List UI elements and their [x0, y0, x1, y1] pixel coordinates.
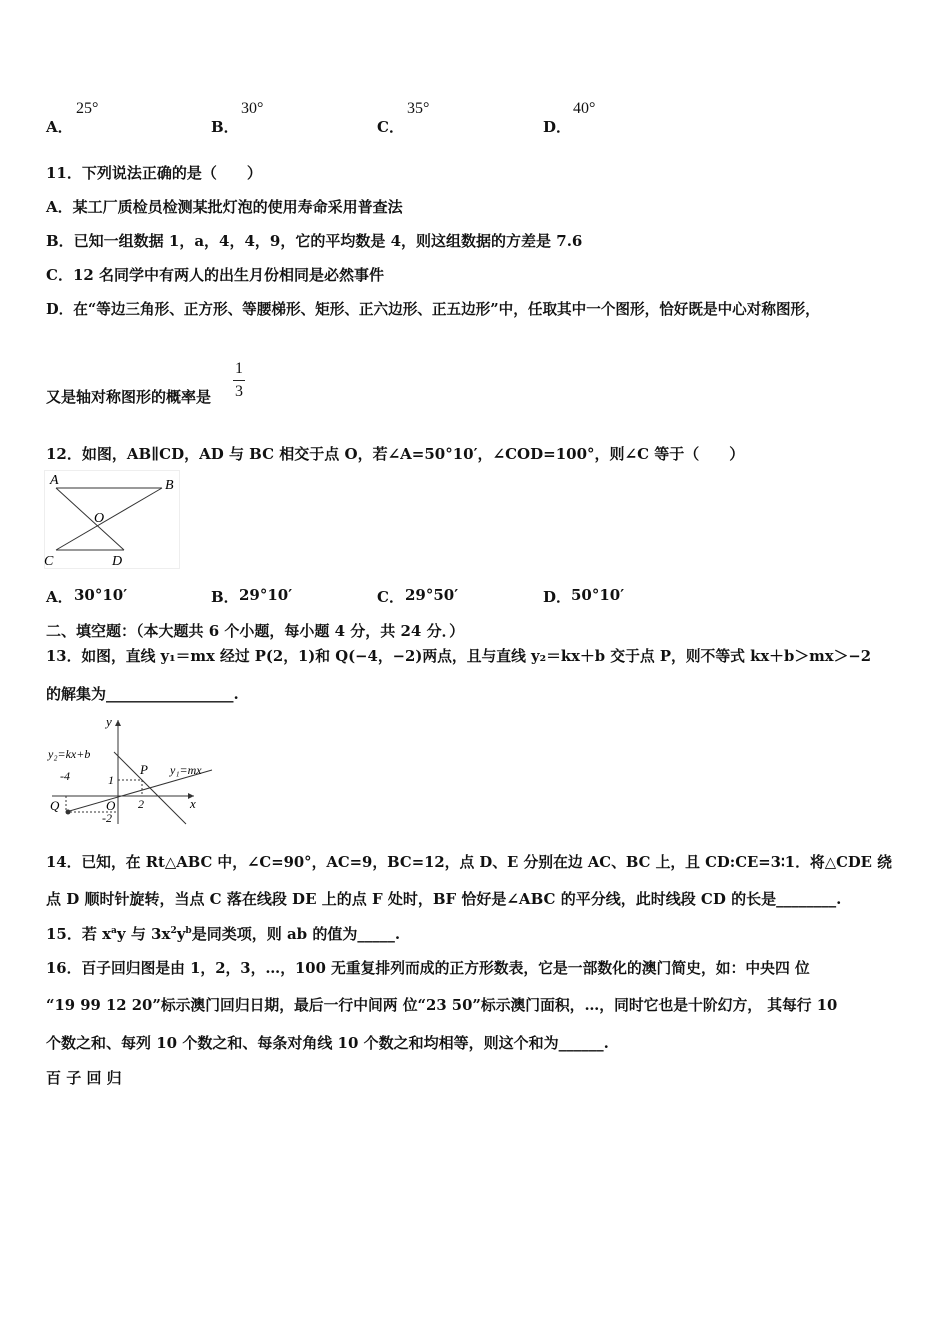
q13-figure: [44, 712, 224, 834]
q16-line-3: 个数之和、每列 10 个数之和、每条对角线 10 个数之和均相等，则这个和为______.: [46, 1034, 609, 1052]
x-axis-label: x: [190, 796, 196, 811]
q12-option-d-label: D．: [543, 588, 572, 606]
label-D: D: [112, 554, 123, 569]
q10-option-d-label: D．: [543, 118, 572, 136]
tick-1: 1: [108, 773, 114, 787]
q15-post: 是同类项，则 ab 的值为_____.: [191, 925, 401, 943]
q12-option-a-value: 30°10′: [74, 586, 128, 604]
point-q-label: Q: [50, 798, 60, 813]
q10-option-c-value: 35°: [407, 100, 430, 117]
q11-option-a: A．某工厂质检员检测某批灯泡的使用寿命采用普查法: [46, 198, 403, 216]
q12-option-c-value: 29°50′: [405, 586, 459, 604]
q10-option-b-label: B．: [211, 118, 239, 136]
label-B: B: [165, 478, 174, 493]
q15-pre: 15．若 x: [46, 925, 112, 943]
q12-figure: [44, 470, 184, 578]
q10-option-d-value: 40°: [573, 100, 596, 117]
q15-sup-b: b: [185, 926, 192, 936]
fraction-bar: [233, 380, 245, 381]
q11-option-c: C．12 名同学中有两人的出生月份相同是必然事件: [46, 266, 385, 284]
q12-option-b-label: B．: [211, 588, 239, 606]
q12-option-c-label: C．: [377, 588, 404, 606]
q12-stem: 12．如图，AB∥CD，AD 与 BC 相交于点 O，若∠A=50°10′，∠COD=100°，则∠C 等于（ ）: [46, 445, 745, 463]
section-2-heading: 二、填空题：（本大题共 6 个小题，每小题 4 分，共 24 分．）: [46, 622, 465, 640]
label-A: A: [50, 473, 59, 488]
tick-2: 2: [138, 797, 144, 811]
y1-label: y₁=mx: [170, 763, 202, 777]
fraction-denominator: 3: [235, 383, 243, 400]
y-axis-label: y: [106, 714, 112, 729]
q10-option-a-label: A．: [46, 118, 73, 136]
q16-line-1: 16．百子回归图是由 1，2，3，…，100 无重复排列而成的正方形数表，它是一部数化的澳门简史，如：中央四 位: [46, 960, 810, 977]
q11-option-b: B．已知一组数据 1，a，4，4，9，它的平均数是 4，则这组数据的方差是 7.6: [46, 232, 583, 250]
q15: [46, 923, 400, 944]
fraction-numerator: 1: [235, 360, 243, 377]
q12-option-d-value: 50°10′: [571, 586, 625, 604]
y2-label: y₂=kx+b: [48, 747, 91, 761]
label-O: O: [94, 511, 105, 526]
q12-option-b-value: 29°10′: [239, 586, 293, 604]
q10-option-a-value: 25°: [76, 100, 99, 117]
point-p-label: P: [140, 762, 148, 777]
q15-sup-2: 2: [170, 926, 177, 936]
q15-mid2: y: [176, 925, 186, 943]
q14-line-2: 点 D 顺时针旋转，当点 C 落在线段 DE 上的点 F 处时，BF 恰好是∠ABC 的平分线，此时线段 CD 的长是________.: [46, 890, 842, 908]
q11-option-d-continued: 又是轴对称图形的概率是: [46, 388, 212, 406]
q12-option-a-label: A．: [46, 588, 73, 606]
q13-line-2: 的解集为_________________.: [46, 685, 239, 703]
q13-line-1: 13．如图，直线 y₁＝mx 经过 P(2，1)和 Q(−4，−2)两点，且与直线 y₂＝kx＋b 交于点 P，则不等式 kx＋b＞mx＞−2: [46, 648, 872, 665]
q14-line-1: 14．已知，在 Rt△ABC 中，∠C=90°，AC=9，BC=12，点 D、E 分别在边 AC、BC 上，且 CD:CE=3∶1．将△CDE 绕: [46, 854, 892, 871]
q15-mid: y 与 3x: [116, 925, 171, 943]
origin-label: O: [106, 798, 116, 813]
q10-option-c-label: C．: [377, 118, 404, 136]
tick-neg4: -4: [60, 769, 70, 783]
q13-graph: [44, 712, 224, 830]
q16-line-4: 百 子 回 归: [46, 1069, 122, 1087]
q12-diagram: [44, 470, 184, 574]
q11-stem: 11．下列说法正确的是（ ）: [46, 164, 262, 182]
tick-neg2: -2: [102, 811, 112, 825]
q11-option-d: D．在“等边三角形、正方形、等腰梯形、矩形、正六边形、正五边形”中，任取其中一个图形，恰好既是中心对称图形，: [46, 301, 820, 318]
q16-line-2: “19 99 12 20”标示澳门回归日期，最后一行中间两 位“23 50”标示澳门面积，…，同时它也是十阶幻方， 其每行 10: [46, 997, 838, 1014]
label-C: C: [44, 554, 54, 569]
q15-sup-a: a: [111, 926, 117, 936]
q10-option-b-value: 30°: [241, 100, 264, 117]
